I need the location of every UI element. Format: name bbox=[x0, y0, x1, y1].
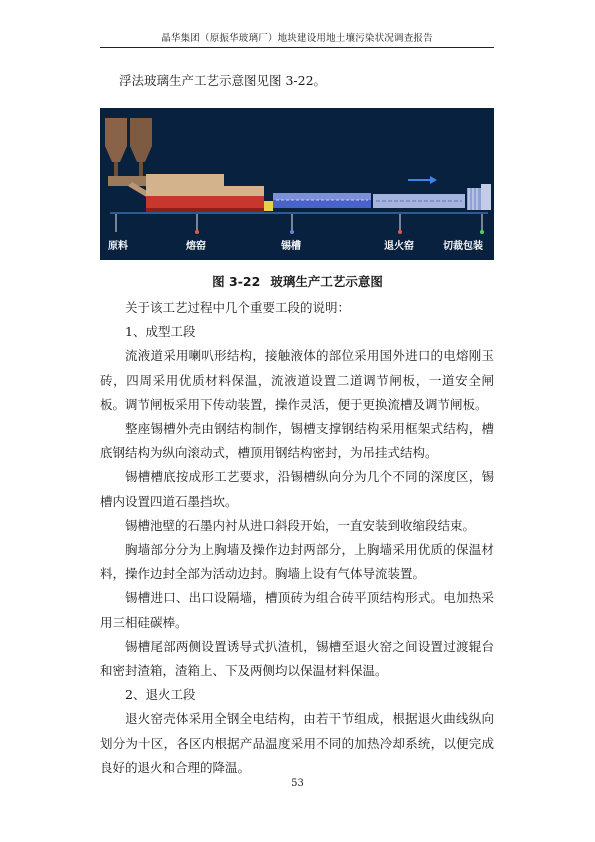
paragraph: 锡槽槽底按成形工艺要求，沿锡槽纵向分为几个不同的深度区，锡槽内设置四道石墨挡坎。 bbox=[100, 469, 494, 509]
paragraph: 退火窑壳体采用全钢全电结构，由若干节组成，根据退火曲线纵向划分为十区，各区内根据产品温度采用不同的加热冷却系统，以便完成良好的退火和合理的降温。 bbox=[100, 711, 494, 775]
stage-markers bbox=[116, 214, 484, 234]
paragraph: 锡槽池壁的石墨内衬从进口斜段开始，一直安装到收缩段结束。 bbox=[125, 517, 476, 533]
annealing-lehr bbox=[373, 194, 465, 208]
stage-label-cutting: 切裁包装 bbox=[443, 241, 483, 252]
stage-label-lehr: 退火窑 bbox=[384, 241, 414, 252]
paragraph: 胸墙部分分为上胸墙及操作边封两部分，上胸墙采用优质的保温材料，操作边封全部为活动边封。胸墙上设有气体导流装置。 bbox=[100, 542, 494, 582]
paragraph: 流液道采用喇叭形结构，接触液体的部位采用国外进口的电熔刚玉砖，四周采用优质材料保温，流液道设置二道调节闸板，一道安全闸板。调节闸板采用下传动装置，操作灵活，便于更换流槽及调节闸板。 bbox=[100, 348, 494, 412]
stage-label-raw: 原料 bbox=[108, 241, 128, 252]
stage-label-furnace: 熔窑 bbox=[186, 241, 206, 252]
paragraph: 关于该工艺过程中几个重要工段的说明： bbox=[125, 300, 351, 315]
caption-title: 玻璃生产工艺示意图 bbox=[270, 274, 383, 289]
body-text bbox=[100, 296, 494, 780]
caption-number: 图 3-22 bbox=[212, 274, 261, 289]
paragraph: 整座锡槽外壳由钢结构制作，锡槽支撑钢结构采用框架式结构，槽底钢结构为纵向滚动式，槽顶用钢结构密封，为吊挂式结构。 bbox=[100, 421, 494, 461]
melting-furnace bbox=[146, 174, 264, 212]
process-diagram bbox=[100, 108, 494, 260]
tin-bath bbox=[273, 193, 371, 208]
flow-arrow bbox=[408, 176, 437, 184]
page-number: 53 bbox=[291, 778, 304, 789]
canal-block bbox=[264, 201, 273, 211]
figure-caption bbox=[0, 272, 595, 290]
intro-sentence: 浮法玻璃生产工艺示意图见图 3-22。 bbox=[119, 73, 327, 88]
paragraph: 锡槽进口、出口设隔墙，槽顶砖为组合砖平顶结构形式。电加热采用三相硅碳棒。 bbox=[100, 590, 494, 630]
paragraph: 锡槽尾部两侧设置诱导式扒渣机，锡槽至退火窑之间设置过渡辊台和密封渣箱，渣箱上、下及两侧均以保温材料保温。 bbox=[100, 638, 494, 679]
page-header: 晶华集团（原振华玻璃厂）地块建设用地土壤污染状况调查报告 bbox=[100, 30, 494, 48]
section-heading: 2、退火工段 bbox=[125, 687, 196, 703]
stage-label-tin-bath: 锡槽 bbox=[281, 241, 301, 252]
cutting-packing-station bbox=[467, 184, 491, 210]
section-heading: 1、成型工段 bbox=[125, 324, 196, 340]
